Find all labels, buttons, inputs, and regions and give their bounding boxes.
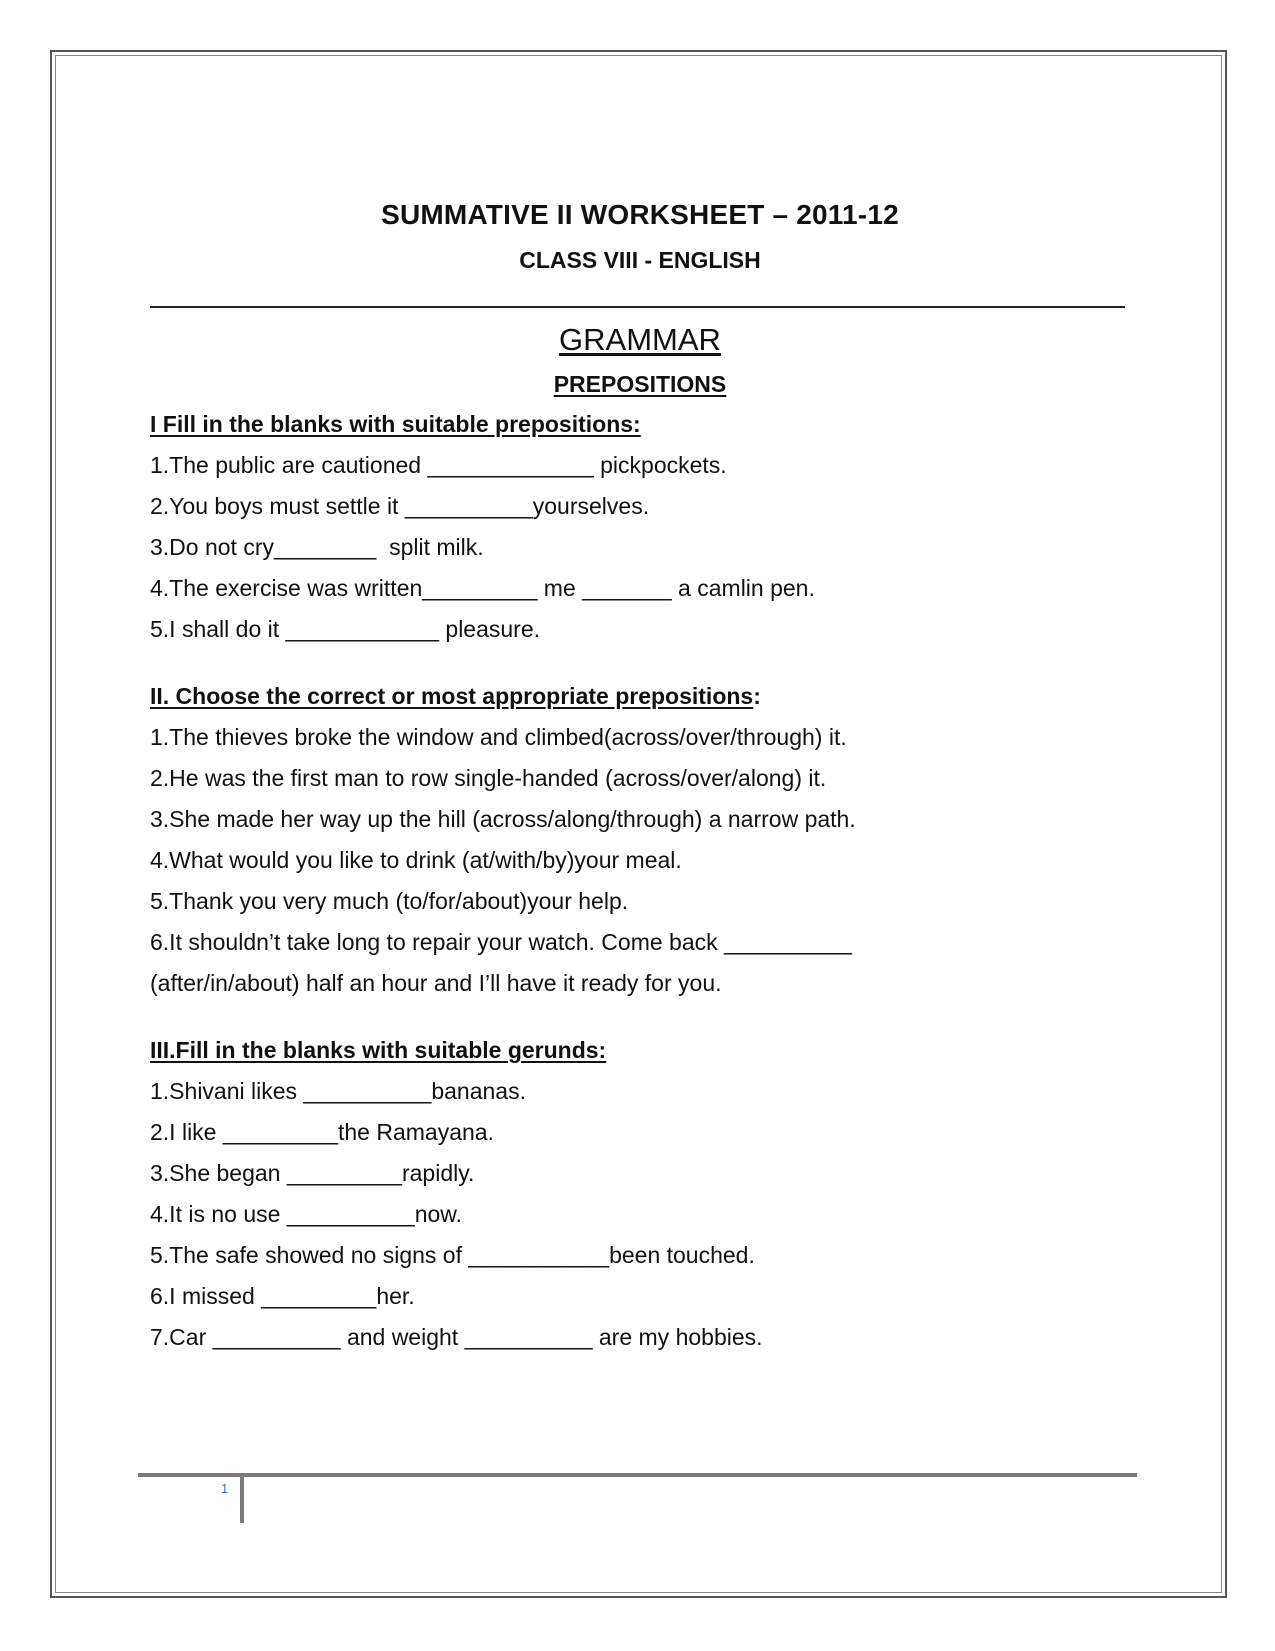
section-2-heading-text: II. Choose the correct or most appropriate prepositions [150, 683, 754, 709]
section-gap [150, 650, 1130, 676]
section-1-item-2: 2.You boys must settle it __________yourselves. [150, 493, 650, 519]
section-2-item-5: 5.Thank you very much (to/for/about)your help. [150, 888, 629, 914]
section-2-item-2: 2.He was the first man to row single-handed (across/over/along) it. [150, 765, 827, 791]
section-3-heading-text: III.Fill in the blanks with suitable gerunds: [150, 1037, 607, 1063]
section-2-item-6: 6.It shouldn’t take long to repair your watch. Come back __________ [150, 929, 852, 955]
section-1-item-1: 1.The public are cautioned _____________ pickpockets. [150, 452, 727, 478]
worksheet-content [150, 195, 1130, 1358]
header-rule [150, 306, 1125, 308]
prepositions-heading: PREPOSITIONS [553, 371, 727, 397]
worksheet-subtitle: CLASS VIII - ENGLISH [519, 247, 761, 273]
worksheet-title: SUMMATIVE II WORKSHEET – 2011-12 [381, 199, 899, 230]
section-1-heading-text: I Fill in the blanks with suitable prepositions: [150, 411, 641, 437]
section-3-item-7: 7.Car __________ and weight __________ are my hobbies. [150, 1324, 763, 1350]
section-2-item-1: 1.The thieves broke the window and climbed(across/over/through) it. [150, 724, 847, 750]
section-2-heading-suffix: : [753, 683, 761, 709]
section-1-heading [150, 404, 1130, 445]
footer-rule [138, 1473, 1137, 1477]
section-1-items [150, 445, 1130, 650]
section-1-item-3: 3.Do not cry________ split milk. [150, 534, 484, 560]
section-3-item-3: 3.She began _________rapidly. [150, 1160, 475, 1186]
section-3-item-4: 4.It is no use __________now. [150, 1201, 463, 1227]
section-2-heading [150, 676, 1130, 717]
section-3-items [150, 1071, 1130, 1358]
section-1-item-4: 4.The exercise was written_________ me _______ a camlin pen. [150, 575, 815, 601]
section-gap [150, 1004, 1130, 1030]
section-2-item-4: 4.What would you like to drink (at/with/by)your meal. [150, 847, 682, 873]
section-3-item-5: 5.The safe showed no signs of ___________been touched. [150, 1242, 755, 1268]
page-number: 1 [221, 1481, 229, 1496]
section-1-item-5: 5.I shall do it ____________ pleasure. [150, 616, 541, 642]
section-2-items [150, 717, 1130, 1004]
grammar-heading: GRAMMAR [559, 322, 721, 357]
section-3-item-1: 1.Shivani likes __________bananas. [150, 1078, 526, 1104]
section-3-item-6: 6.I missed _________her. [150, 1283, 415, 1309]
section-3-heading [150, 1030, 1130, 1071]
section-3-item-2: 2.I like _________the Ramayana. [150, 1119, 494, 1145]
section-2-item-3: 3.She made her way up the hill (across/along/through) a narrow path. [150, 806, 856, 832]
footer-divider [240, 1477, 244, 1523]
section-2-item-6-continued: (after/in/about) half an hour and I’ll have it ready for you. [150, 970, 722, 996]
